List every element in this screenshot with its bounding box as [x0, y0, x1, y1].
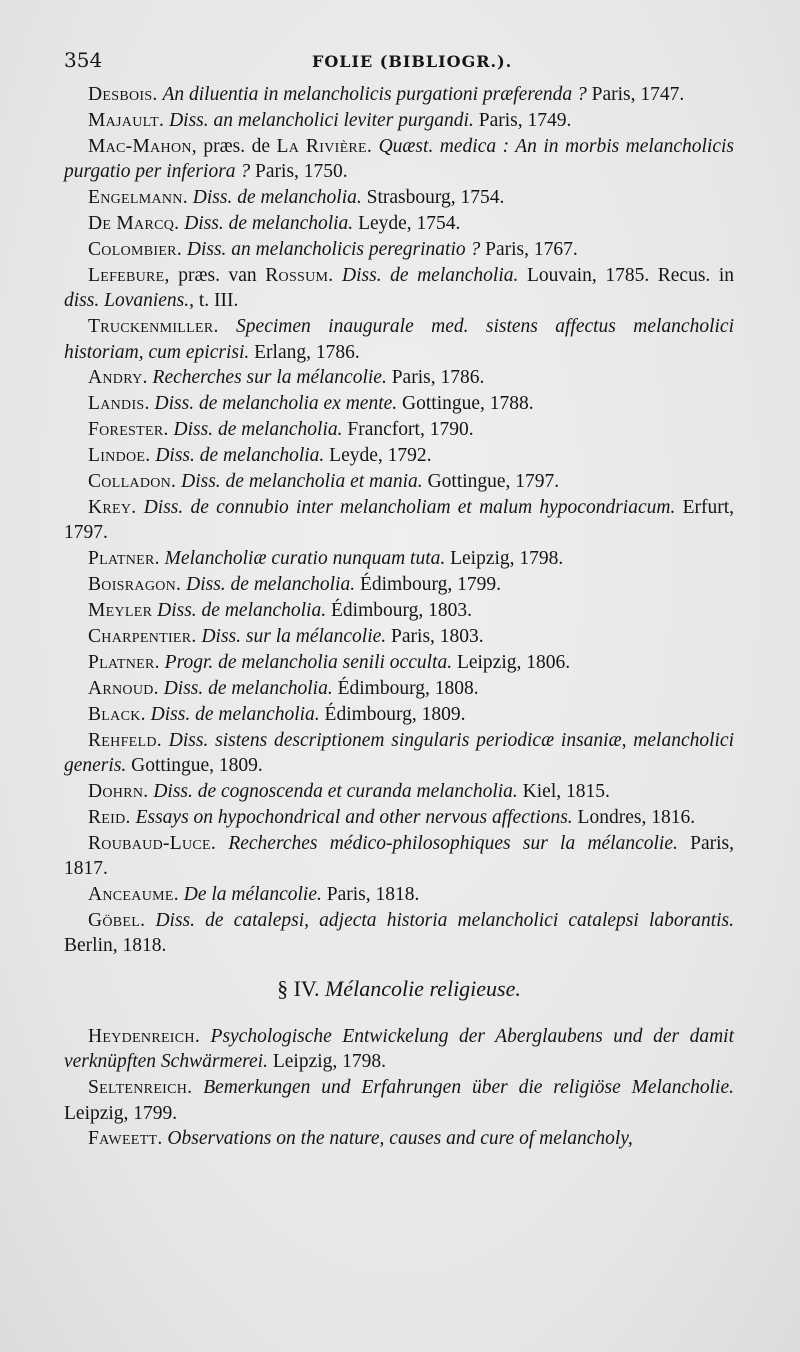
- entry-title: Diss. de melancholia.: [150, 703, 320, 725]
- entry-author: Colombier.: [88, 238, 182, 260]
- entry-author: De Marcq.: [88, 213, 180, 235]
- entry-imprint: Leipzig, 1799.: [64, 1102, 178, 1124]
- entry-imprint: Erlang, 1786.: [254, 341, 360, 363]
- entry-author: Rehfeld.: [88, 729, 162, 751]
- entry-title: Diss. de melancholia.: [173, 419, 343, 441]
- bibliography-entry: [64, 134, 734, 185]
- entry-author: Landis.: [88, 393, 150, 415]
- entry-title: Diss. de connubio inter melancholiam et malum hypocondriacum.: [143, 497, 676, 518]
- entry-author: Mac-Mahon,: [88, 135, 197, 157]
- entry-title: Diss. de melancholia.: [342, 264, 519, 286]
- entry-author: Platner.: [88, 548, 160, 570]
- bibliography-entry: [64, 779, 734, 804]
- bibliography-entry: [64, 211, 734, 236]
- entry-imprint: Strasbourg, 1754.: [366, 187, 505, 209]
- entry-imprint: Paris, 1747.: [591, 84, 685, 105]
- bibliography-list: [64, 82, 734, 959]
- entry-title: Diss. de melancholia.: [163, 677, 333, 699]
- entry-title: Diss. de melancholia et mania.: [181, 471, 423, 493]
- entry-imprint: Édimbourg, 1808.: [337, 677, 479, 699]
- bibliography-entry: [64, 624, 734, 649]
- entry-title: Recherches sur la mélancolie.: [152, 367, 387, 389]
- bibliography-entry: [64, 82, 734, 107]
- entry-title: Diss. de melancholia ex mente.: [154, 393, 398, 415]
- entry-title: Diss. sur la mélancolie.: [201, 626, 387, 648]
- entry-imprint: Paris, 1767.: [485, 238, 578, 260]
- section-number: § IV.: [277, 975, 320, 1001]
- entry-title: Diss. de melancholia.: [186, 574, 356, 596]
- entry-imprint: Leyde, 1754.: [358, 213, 461, 235]
- entry-author: Seltenreich.: [88, 1077, 193, 1099]
- bibliography-entry: [64, 469, 734, 494]
- section-heading: [64, 975, 734, 1003]
- entry-author: Lindoe.: [88, 445, 151, 467]
- entry-imprint: Édimbourg, 1809.: [324, 703, 466, 725]
- entry-title: Observations on the nature, causes and cure of melancholy,: [167, 1128, 633, 1150]
- entry-author: Forester.: [88, 419, 169, 441]
- entry-author-secondary: Rossum.: [265, 264, 334, 286]
- entry-title: Quæst. medica : An in morbis melancholicis purgatio per inferiora ?: [64, 135, 734, 183]
- entry-reprint-title: diss. Lovaniens.: [64, 290, 190, 312]
- entry-author: Roubaud-Luce.: [88, 832, 217, 854]
- entry-imprint: Leipzig, 1798.: [272, 1051, 387, 1073]
- bibliography-entry: [64, 237, 734, 262]
- entry-imprint: Paris, 1786.: [391, 367, 485, 389]
- bibliography-entry: [64, 650, 734, 675]
- bibliography-entry: [64, 108, 734, 133]
- bibliography-entry: [64, 417, 734, 442]
- bibliography-entry: [64, 702, 734, 727]
- entry-imprint: Édimbourg, 1799.: [359, 574, 501, 596]
- bibliography-entry: [64, 572, 734, 597]
- entry-author: Desbois.: [88, 84, 158, 105]
- entry-author: Faweett.: [88, 1128, 163, 1150]
- entry-imprint: Paris, 1750.: [255, 161, 348, 183]
- entry-imprint: Kiel, 1815.: [522, 780, 610, 802]
- section-title: Mélancolie religieuse.: [324, 975, 521, 1001]
- bibliography-entry: [64, 546, 734, 571]
- bibliography-entry: [64, 882, 734, 907]
- entry-imprint: Francfort, 1790.: [347, 419, 474, 441]
- entry-author: Heydenreich.: [88, 1025, 200, 1047]
- entry-imprint: Paris, 1817.: [64, 832, 734, 880]
- entry-presider: præs. van: [169, 264, 266, 286]
- bibliography-entry: [64, 831, 734, 882]
- entry-imprint: Leipzig, 1806.: [456, 651, 571, 673]
- bibliography-entry: [64, 495, 734, 546]
- bibliography-entry: [64, 1024, 734, 1075]
- bibliography-entry: [64, 263, 734, 314]
- bibliography-entry: [64, 1075, 734, 1126]
- entry-presider: præs. de: [196, 135, 277, 157]
- entry-imprint: Berlin, 1818.: [64, 935, 167, 957]
- entry-reprint-volume: , t. III.: [189, 290, 239, 312]
- entry-author: Charpentier.: [88, 626, 197, 648]
- entry-author: Göbel.: [88, 910, 146, 931]
- entry-title: Psychologische Entwickelung der Aberglaubens und der damit verknüpften Schwärmerei.: [64, 1025, 735, 1073]
- entry-imprint: Gottingue, 1809.: [131, 755, 263, 777]
- entry-author: Anceaume.: [88, 884, 179, 906]
- entry-imprint: Paris, 1749.: [478, 109, 572, 131]
- bibliography-entry: [64, 908, 734, 959]
- entry-imprint: Leyde, 1792.: [329, 445, 432, 467]
- entry-title: Diss. de melancholia.: [155, 445, 325, 467]
- entry-author: Majault.: [88, 109, 165, 131]
- entry-author: Engelmann.: [88, 187, 188, 209]
- entry-author: Dohrn.: [88, 780, 149, 802]
- entry-title: Diss. de melancholia.: [157, 600, 327, 622]
- entry-author: Truckenmiller.: [88, 316, 219, 338]
- entry-author: Reid.: [88, 806, 131, 828]
- page-header: [64, 48, 734, 78]
- entry-author: Lefebure,: [88, 264, 170, 286]
- bibliography-entry: [64, 391, 734, 416]
- entry-title: Diss. de cognoscenda et curanda melancholia.: [153, 780, 518, 802]
- entry-title: Melancholiæ curatio nunquam tuta.: [164, 548, 446, 570]
- entry-author: Andry.: [88, 367, 148, 389]
- entry-imprint: Leipzig, 1798.: [450, 548, 564, 570]
- entry-author-secondary: La Rivière.: [276, 135, 373, 157]
- entry-author: Platner.: [88, 651, 160, 673]
- entry-title: Diss. de catalepsi, adjecta historia melancholici catalepsi laborantis.: [155, 910, 734, 931]
- bibliography-entry: [64, 365, 734, 390]
- bibliography-list-religious: [64, 1024, 734, 1152]
- entry-title: An diluentia in melancholicis purgationi præferenda ?: [162, 84, 587, 105]
- bibliography-entry: [64, 598, 734, 623]
- bibliography-text: [64, 82, 734, 1152]
- entry-title: Diss. an melancholici leviter purgandi.: [169, 109, 474, 131]
- entry-imprint: Londres, 1816.: [577, 806, 696, 828]
- bibliography-entry: [64, 676, 734, 701]
- entry-imprint: Erfurt, 1797.: [64, 497, 735, 544]
- bibliography-entry: [64, 314, 734, 365]
- bibliography-entry: [64, 443, 734, 468]
- bibliography-entry: [64, 185, 734, 210]
- entry-title: Diss. de melancholia.: [184, 213, 354, 235]
- entry-title: Recherches médico-philosophiques sur la mélancolie.: [228, 832, 678, 854]
- running-title: FOLIE (BIBLIOGR.).: [312, 52, 513, 71]
- entry-author: Meyler: [88, 600, 153, 622]
- entry-title: Bemerkungen und Erfahrungen über die religiöse Melancholie.: [203, 1077, 734, 1099]
- entry-title: De la mélancolie.: [183, 884, 322, 906]
- entry-title: Progr. de melancholia senili occulta.: [164, 651, 453, 673]
- entry-imprint: Paris, 1803.: [391, 626, 484, 648]
- entry-author: Krey.: [88, 497, 137, 518]
- entry-title: Specimen inaugurale med. sistens affectus melancholici historiam, cum epicrisi.: [64, 316, 734, 363]
- entry-imprint: Gottingue, 1788.: [402, 393, 534, 415]
- entry-author: Colladon.: [88, 471, 177, 493]
- entry-title: Diss. an melancholicis peregrinatio ?: [186, 238, 481, 260]
- entry-title: Diss. sistens descriptionem singularis periodicæ insaniæ, melancholici generis.: [64, 729, 735, 777]
- entry-author: Arnoud.: [88, 677, 159, 699]
- entry-imprint: Gottingue, 1797.: [427, 471, 560, 493]
- entry-author: Black.: [88, 703, 146, 725]
- entry-imprint: Paris, 1818.: [326, 884, 420, 906]
- bibliography-entry: [64, 1126, 734, 1151]
- entry-imprint: Louvain, 1785. Recus. in: [526, 264, 735, 286]
- bibliography-entry: [64, 805, 734, 830]
- entry-title: Diss. de melancholia.: [192, 187, 362, 209]
- entry-author: Boisragon.: [88, 574, 182, 596]
- bibliography-entry: [64, 728, 734, 779]
- entry-imprint: Édimbourg, 1803.: [330, 600, 472, 622]
- entry-title: Essays on hypochondrical and other nervous affections.: [135, 806, 573, 828]
- page-number: 354: [64, 48, 103, 72]
